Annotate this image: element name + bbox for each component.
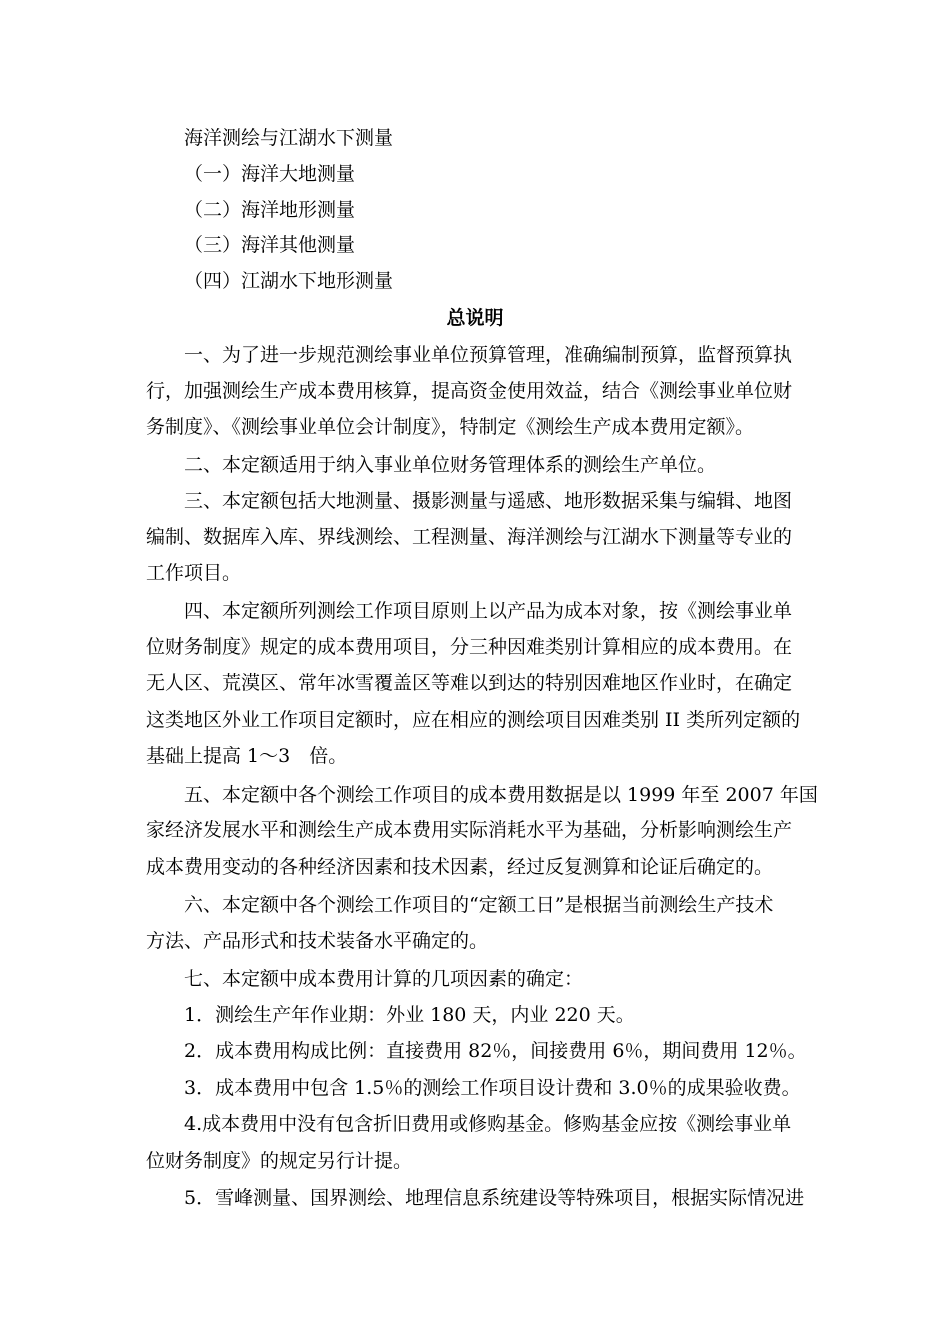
- numbered-item: 1．测绘生产年作业期：外业 180 天，内业 220 天。: [184, 1004, 635, 1026]
- numbered-item-continued: 位财务制度》的规定另行计提。: [146, 1150, 413, 1172]
- paragraph-line: 二、本定额适用于纳入事业单位财务管理体系的测绘生产单位。: [184, 454, 717, 476]
- paragraph-line: 基础上提高 1～3 倍。: [146, 745, 348, 767]
- paragraph-line: 家经济发展水平和测绘生产成本费用实际消耗水平为基础，分析影响测绘生产: [146, 819, 793, 841]
- numbered-item: 4.成本费用中没有包含折旧费用或修购基金。修购基金应按《测绘事业单: [184, 1113, 792, 1135]
- toc-item: （三）海洋其他测量: [184, 234, 356, 256]
- toc-item: （一）海洋大地测量: [184, 163, 356, 185]
- paragraph-line: 六、本定额中各个测绘工作项目的“定额工日”是根据当前测绘生产技术: [184, 894, 774, 916]
- paragraph-line: 方法、产品形式和技术装备水平确定的。: [146, 930, 489, 952]
- section-title: 总说明: [446, 307, 504, 329]
- paragraph-line: 这类地区外业工作项目定额时，应在相应的测绘项目因难类别 II 类所列定额的: [146, 709, 801, 731]
- numbered-item: 2．成本费用构成比例：直接费用 82％，间接费用 6％，期间费用 12％。: [184, 1040, 807, 1062]
- paragraph-line: 四、本定额所列测绘工作项目原则上以产品为成本对象，按《测绘事业单: [184, 600, 793, 622]
- numbered-item: 5．雪峰测量、国界测绘、地理信息系统建设等特殊项目，根据实际情况进: [184, 1187, 805, 1209]
- paragraph-line: 三、本定额包括大地测量、摄影测量与遥感、地形数据采集与编辑、地图: [184, 490, 793, 512]
- paragraph-line: 位财务制度》规定的成本费用项目，分三种因难类别计算相应的成本费用。在: [146, 636, 793, 658]
- toc-item: （四）江湖水下地形测量: [184, 270, 394, 292]
- numbered-item: 3．成本费用中包含 1.5％的测绘工作项目设计费和 3.0％的成果验收费。: [184, 1077, 801, 1099]
- paragraph-line: 编制、数据库入库、界线测绘、工程测量、海洋测绘与江湖水下测量等专业的: [146, 526, 793, 548]
- toc-heading: 海洋测绘与江湖水下测量: [184, 127, 394, 149]
- paragraph-line: 无人区、荒漠区、常年冰雪覆盖区等难以到达的特别因难地区作业时，在确定: [146, 672, 793, 694]
- paragraph-line: 务制度》、《测绘事业单位会计制度》，特制定《测绘生产成本费用定额》。: [146, 416, 755, 438]
- paragraph-line: 工作项目。: [146, 562, 242, 584]
- toc-item: （二）海洋地形测量: [184, 199, 356, 221]
- paragraph-line: 七、本定额中成本费用计算的几项因素的确定：: [184, 968, 584, 990]
- paragraph-line: 行，加强测绘生产成本费用核算，提高资金使用效益，结合《测绘事业单位财: [146, 380, 793, 402]
- paragraph-line: 成本费用变动的各种经济因素和技术因素，经过反复测算和论证后确定的。: [146, 856, 774, 878]
- paragraph-line: 一、为了进一步规范测绘事业单位预算管理，准确编制预算，监督预算执: [184, 344, 793, 366]
- paragraph-line: 五、本定额中各个测绘工作项目的成本费用数据是以 1999 年至 2007 年国: [184, 784, 818, 806]
